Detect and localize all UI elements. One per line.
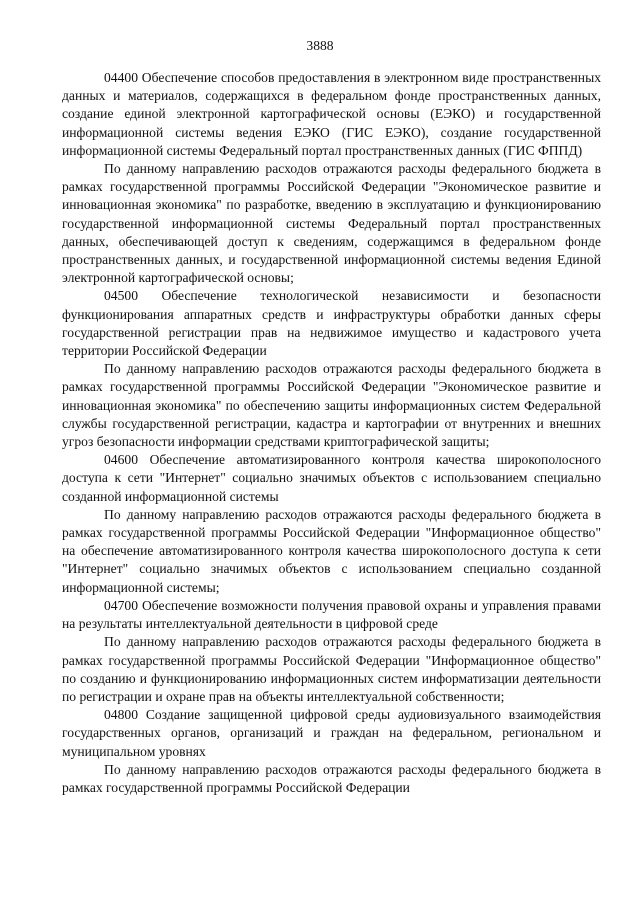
document-body bbox=[62, 69, 601, 797]
paragraph-04500-heading: 04500 Обеспечение технологической независимости и безопасности функционирования аппаратных средств и инфраструктуры обработки данных сферы государственной регистрации прав на недвижимое имущество и кадастрового учета территории Российской Федерации bbox=[62, 288, 601, 359]
paragraph-04400-description: По данному направлению расходов отражаются расходы федерального бюджета в рамках государственной программы Российской Федерации "Экономическое развитие и инновационная экономика" по разработке, введению в эксплуатацию и функционированию государственной информационной системы Федеральный портал пространственных данных, обеспечивающей доступ к сведениям, содержащимся в федеральном фонде пространственных данных, и государственной информационной системы ведения Единой электронной картографической основы; bbox=[62, 161, 601, 286]
paragraph-04500-description: По данному направлению расходов отражаются расходы федерального бюджета в рамках государственной программы Российской Федерации "Экономическое развитие и инновационная экономика" по обеспечению защиты информационных систем Федеральной службы государственной регистрации, кадастра и картографии от внутренних и внешних угроз безопасности информации средствами криптографической защиты; bbox=[62, 361, 601, 450]
paragraph-04400-heading: 04400 Обеспечение способов предоставления в электронном виде пространственных данных и материалов, содержащихся в федеральном фонде пространственных данных, создание единой электронной картографической основы (ЕЭКО) и государственной информационной системы ведения ЕЭКО (ГИС ЕЭКО), создание государственной информационной системы Федеральный портал пространственных данных (ГИС ФППД) bbox=[62, 70, 601, 158]
paragraph-04700-heading: 04700 Обеспечение возможности получения правовой охраны и управления правами на результаты интеллектуальной деятельности в цифровой среде bbox=[62, 597, 601, 632]
paragraph-04700-description: По данному направлению расходов отражаются расходы федерального бюджета в рамках государственной программы Российской Федерации "Информационное общество" по созданию и функционированию информационных систем информатизации деятельности по регистрации и охране прав на объекты интеллектуальной собственности; bbox=[62, 634, 601, 704]
paragraph-04800-heading: 04800 Создание защищенной цифровой среды аудиовизуального взаимодействия государственных органов, организаций и граждан на федеральном, региональном и муниципальном уровнях bbox=[62, 707, 601, 759]
paragraph-04600-description: По данному направлению расходов отражаются расходы федерального бюджета в рамках государственной программы Российской Федерации "Информационное общество" на обеспечение автоматизированного контроля качества широкополосного доступа к сети "Интернет" социально значимых объектов с использованием специально созданной информационной системы; bbox=[62, 506, 601, 595]
paragraph-04600-heading: 04600 Обеспечение автоматизированного контроля качества широкополосного доступа к сети "Интернет" социально значимых объектов с использованием специально созданной информационной системы bbox=[62, 452, 601, 504]
page-number: 3888 bbox=[306, 38, 334, 53]
paragraph-04800-description: По данному направлению расходов отражаются расходы федерального бюджета в рамках государственной программы Российской Федерации bbox=[62, 761, 601, 795]
